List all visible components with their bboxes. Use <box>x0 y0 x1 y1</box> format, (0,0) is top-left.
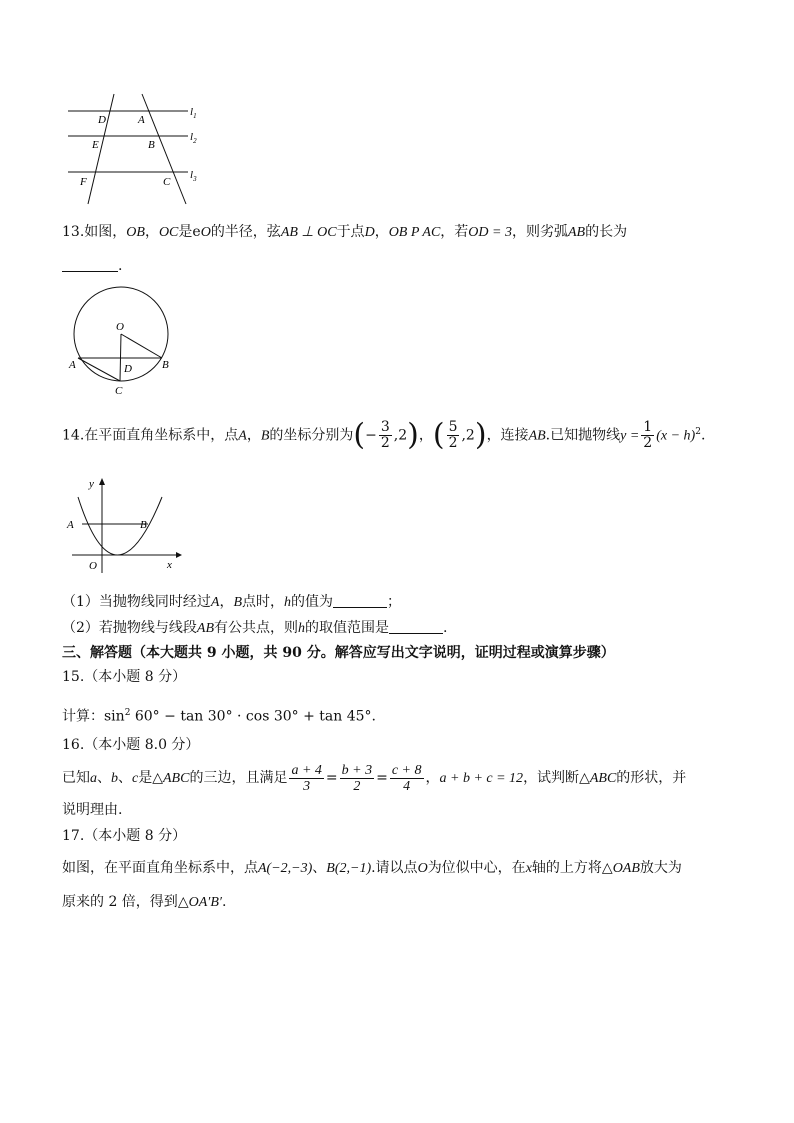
answer-blank[interactable] <box>389 619 443 634</box>
q15-expr: 60° − tan 30° · cos 30° + tan 45° <box>130 708 372 725</box>
parallel-lines-figure <box>62 92 212 207</box>
q17-body <box>62 858 682 879</box>
q14-ab: AB <box>528 428 546 444</box>
question-14-part-2 <box>62 618 447 639</box>
q14-end: . <box>700 427 706 444</box>
segment-ac <box>78 358 120 381</box>
q17-line-2 <box>62 892 226 913</box>
answer-blank[interactable] <box>333 593 387 608</box>
q16-text: ，试判断 <box>523 770 580 786</box>
label-l3: $l_3$ <box>190 169 197 183</box>
q17-sep: 、 <box>312 860 327 876</box>
q17-point-b: B(2,−1) <box>326 861 372 876</box>
q14-1-sep: ， <box>219 594 234 610</box>
triangle-symbol: △ <box>601 860 613 876</box>
q16-text: 已知 <box>62 770 90 786</box>
q13-answer-line <box>62 256 122 276</box>
q14-comma: ， <box>418 427 433 444</box>
label-O: O <box>116 321 124 333</box>
q14-square: 2 <box>695 427 701 437</box>
q16-line-2: 说明理由. <box>62 802 123 818</box>
q17-text: .请以点 <box>371 860 418 876</box>
q14-text: 的坐标分别为 <box>269 427 354 444</box>
q14-y2: ,2 <box>461 427 475 444</box>
q17-text: 为位似中心，在 <box>427 860 526 876</box>
fraction-a: $\frac{a + 4}{3}$ <box>291 762 322 794</box>
q16-b: b <box>111 771 118 786</box>
q17-x: x <box>525 861 532 876</box>
q16-text: 的形状，并 <box>616 770 687 786</box>
q17-text: 轴的上方将 <box>531 860 602 876</box>
q17-text: 放大为 <box>639 860 682 876</box>
label-x: x <box>167 559 172 571</box>
q16-body <box>62 760 686 797</box>
q15-square: 2 <box>124 708 131 718</box>
q15-header: 15.（本小题 8 分） <box>62 669 187 685</box>
q13-ab: AB <box>567 225 586 240</box>
label-A: A <box>138 114 145 126</box>
q13-d: D <box>364 225 375 240</box>
q14-2-text: 有公共点，则 <box>214 620 299 636</box>
parabola-curve <box>78 497 162 555</box>
equals: = <box>325 770 338 786</box>
q14-a: A <box>238 428 247 444</box>
equals: = <box>376 770 388 786</box>
fraction-c: $\frac{c + 8}{4}$ <box>391 762 422 794</box>
y-axis-arrow <box>99 478 105 485</box>
q14-neg: − <box>365 427 377 444</box>
q15-end: . <box>371 708 376 725</box>
q17-oab: OAB <box>612 861 640 876</box>
q15-body <box>62 703 376 727</box>
circle-figure <box>62 285 186 397</box>
fraction-3-2: $\frac{3}{2}$ <box>380 419 390 452</box>
label-A: A <box>69 359 76 371</box>
q13-perp-expr: AB ⊥ OC <box>280 225 337 240</box>
label-B: B <box>162 359 169 371</box>
q13-text: ，则劣弧 <box>511 224 568 240</box>
label-B: B <box>148 139 155 151</box>
q17-point-a: A(−2,−3) <box>258 861 313 876</box>
label-C: C <box>115 385 123 397</box>
q13-text: 的半径，弦 <box>210 224 281 240</box>
label-l2: $l_2$ <box>190 131 197 145</box>
q16-c: c <box>132 771 139 786</box>
q14-1-h: h <box>284 595 292 610</box>
label-D: D <box>124 363 132 375</box>
fraction-5-2: $\frac{5}{2}$ <box>448 419 458 452</box>
q13-text: 于点 <box>336 224 365 240</box>
label-O: O <box>89 560 97 572</box>
q14-2-h: h <box>298 621 306 636</box>
answer-blank[interactable] <box>62 257 118 272</box>
q17-oab-prime: OA′B′ <box>188 895 222 910</box>
q14-2-ab: AB <box>196 621 215 636</box>
q13-text: 是 <box>178 224 193 240</box>
q13-ob: OB <box>126 225 145 240</box>
q14-1-b: B <box>233 595 243 610</box>
q13-oc: OC <box>158 225 179 240</box>
q17-text: 原来的 2 倍，得到 <box>62 894 178 910</box>
question-13 <box>62 222 627 243</box>
fraction-1-2: $\frac{1}{2}$ <box>643 419 653 452</box>
q14-b: B <box>260 428 270 444</box>
triangle-symbol: △ <box>579 770 590 786</box>
q16-sep: ， <box>425 770 440 786</box>
q13-sep: ， <box>374 224 389 240</box>
q16-sum: a + b + c = 12 <box>439 771 524 786</box>
q17-end: . <box>221 894 227 910</box>
q13-sep: ， <box>144 224 159 240</box>
q14-1-text: 点时， <box>242 594 285 610</box>
q14-1-text: （1）当抛物线同时经过 <box>62 594 211 610</box>
q16-a: a <box>90 771 97 786</box>
section-3-heading: 三、解答题（本大题共 9 小题，共 90 分。解答应写出文字说明，证明过程或演算步骤） <box>62 645 615 661</box>
q15-label: 计算： <box>62 708 104 725</box>
q14-y1: ,2 <box>393 427 408 444</box>
segment-oc <box>120 334 121 381</box>
label-l1: $l_1$ <box>190 106 197 120</box>
q14-2-text: 的取值范围是 <box>305 620 390 636</box>
label-D: D <box>98 114 106 126</box>
paren-close: ) <box>474 417 487 453</box>
q14-text: 14.在平面直角坐标系中，点 <box>62 427 239 444</box>
label-y: y <box>89 478 94 490</box>
q13-parallel-expr: OB P AC <box>388 225 441 240</box>
label-C: C <box>163 176 171 188</box>
q16-abc: ABC <box>163 771 190 786</box>
triangle-symbol: △ <box>177 894 189 910</box>
q16-text: 的三边，且满足 <box>189 770 288 786</box>
q14-1-end: ； <box>387 594 402 610</box>
q16-sep: 、 <box>97 770 111 786</box>
label-E: E <box>92 139 99 151</box>
parabola-figure <box>62 475 182 575</box>
paren-close: ) <box>407 417 419 453</box>
q14-1-text: 的值为 <box>291 594 334 610</box>
q13-circle-symbol: e <box>192 224 201 240</box>
q17-o: O <box>417 861 428 876</box>
paren-open: ( <box>432 417 445 453</box>
fraction-b: $\frac{b + 3}{2}$ <box>341 762 373 794</box>
q16-header: 16.（本小题 8.0 分） <box>62 737 200 753</box>
q14-2-text: （2）若抛物线与线段 <box>62 620 197 636</box>
q14-1-a: A <box>210 595 220 610</box>
label-F: F <box>80 176 87 188</box>
triangle-symbol: △ <box>152 770 163 786</box>
q17-header: 17.（本小题 8 分） <box>62 828 187 844</box>
label-A: A <box>67 519 74 531</box>
q17-text: 如图，在平面直角坐标系中，点 <box>62 860 258 876</box>
q14-text: .已知抛物线 <box>545 427 621 444</box>
q14-2-end: . <box>443 620 448 636</box>
label-B: B <box>140 519 147 531</box>
q14-sep: ， <box>246 427 261 444</box>
q13-text: 的长为 <box>585 224 628 240</box>
q14-y-eq: y = <box>620 428 640 444</box>
q13-od-expr: OD = 3 <box>468 225 512 240</box>
q13-o: O <box>200 225 211 240</box>
q15-sin: sin <box>104 708 125 725</box>
q16-sep: 、 <box>118 770 132 786</box>
q16-text: 是 <box>138 770 153 786</box>
q13-text: 13.如图， <box>62 224 127 240</box>
q16-abc: ABC <box>589 771 617 786</box>
q13-text: ，若 <box>440 224 469 240</box>
question-14-part-1 <box>62 592 401 613</box>
paren-open: ( <box>353 417 366 453</box>
segment-ob <box>121 334 162 358</box>
question-14 <box>62 414 705 455</box>
x-axis-arrow <box>176 552 182 558</box>
q14-expr: (x − h) <box>656 428 696 444</box>
q13-end: . <box>118 258 123 274</box>
q14-text: ，连接 <box>486 427 529 444</box>
